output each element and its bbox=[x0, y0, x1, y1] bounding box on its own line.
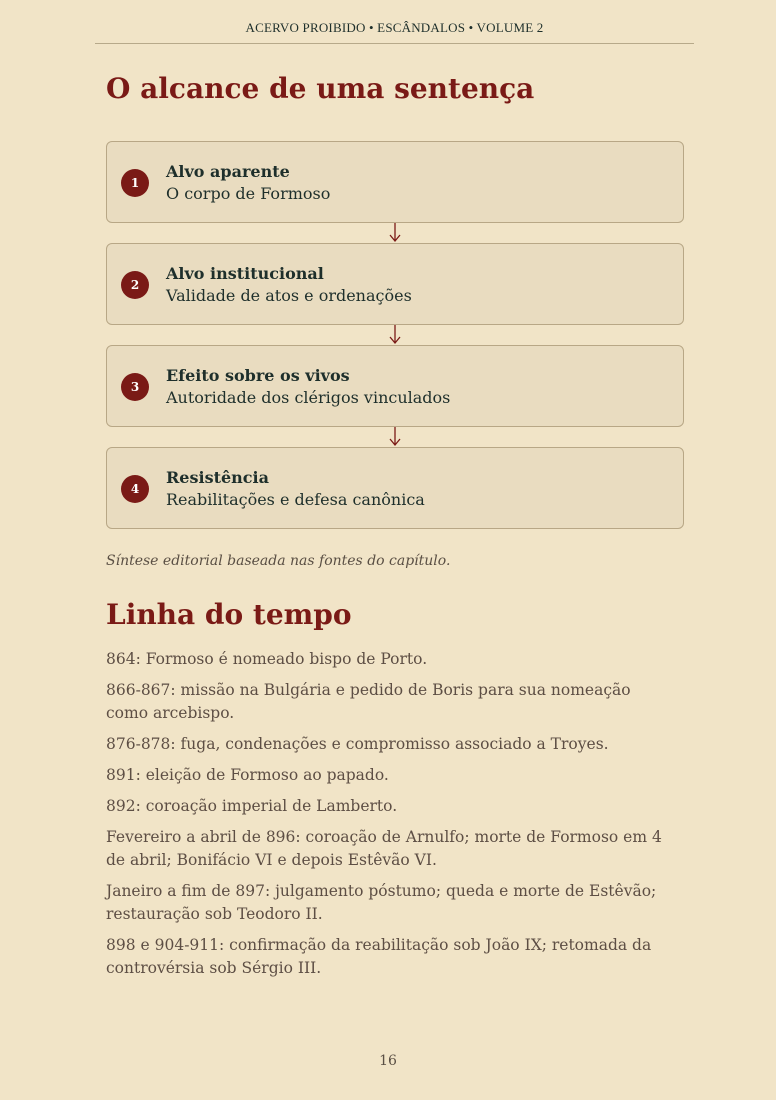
flow-connector bbox=[106, 427, 684, 447]
step-detail: Reabilitações e defesa canônica bbox=[166, 490, 425, 509]
arrow-down-icon bbox=[388, 427, 402, 447]
flow-step-3 bbox=[106, 345, 684, 427]
header-divider bbox=[95, 43, 694, 44]
step-detail: O corpo de Formoso bbox=[166, 184, 331, 203]
flow-step-4 bbox=[106, 447, 684, 529]
timeline-entry: 892: coroação imperial de Lamberto. bbox=[106, 797, 398, 815]
section-title-reach: O alcance de uma sentença bbox=[106, 72, 535, 105]
timeline-entry: 891: eleição de Formoso ao papado. bbox=[106, 766, 389, 784]
timeline-entry: Janeiro a fim de 897: julgamento póstumo; queda e morte de Estêvão; restauração sob Teodoro II. bbox=[106, 882, 657, 923]
flow-connector bbox=[106, 325, 684, 345]
flow-connector bbox=[106, 223, 684, 243]
running-header: ACERVO PROIBIDO • ESCÂNDALOS • VOLUME 2 bbox=[245, 20, 544, 35]
step-title: Efeito sobre os vivos bbox=[166, 366, 350, 385]
step-title: Alvo institucional bbox=[166, 264, 324, 283]
flow-step-2 bbox=[106, 243, 684, 325]
diagram-caption: Síntese editorial baseada nas fontes do capítulo. bbox=[106, 553, 451, 569]
section-title-timeline: Linha do tempo bbox=[106, 598, 352, 631]
arrow-down-icon bbox=[388, 223, 402, 243]
page-number: 16 bbox=[379, 1053, 397, 1069]
timeline-list bbox=[106, 648, 666, 988]
flow-step-1 bbox=[106, 141, 684, 223]
timeline-entry: 866-867: missão na Bulgária e pedido de Boris para sua nomeação como arcebispo. bbox=[106, 681, 631, 722]
timeline-entry: 864: Formoso é nomeado bispo de Porto. bbox=[106, 650, 428, 668]
step-number-badge: 4 bbox=[121, 475, 149, 503]
timeline-entry: Fevereiro a abril de 896: coroação de Arnulfo; morte de Formoso em 4 de abril; Bonifácio VI e depois Estêvão VI. bbox=[106, 828, 662, 869]
timeline-entry: 876-878: fuga, condenações e compromisso associado a Troyes. bbox=[106, 735, 609, 753]
step-title: Resistência bbox=[166, 468, 269, 487]
step-title: Alvo aparente bbox=[166, 162, 290, 181]
step-number-badge: 2 bbox=[121, 271, 149, 299]
step-detail: Validade de atos e ordenações bbox=[166, 286, 412, 305]
step-number-badge: 1 bbox=[121, 169, 149, 197]
arrow-down-icon bbox=[388, 325, 402, 345]
step-detail: Autoridade dos clérigos vinculados bbox=[166, 388, 451, 407]
step-number-badge: 3 bbox=[121, 373, 149, 401]
flow-diagram bbox=[106, 141, 684, 529]
timeline-entry: 898 e 904-911: confirmação da reabilitação sob João IX; retomada da controvérsia sob Sérgio III. bbox=[106, 936, 652, 977]
